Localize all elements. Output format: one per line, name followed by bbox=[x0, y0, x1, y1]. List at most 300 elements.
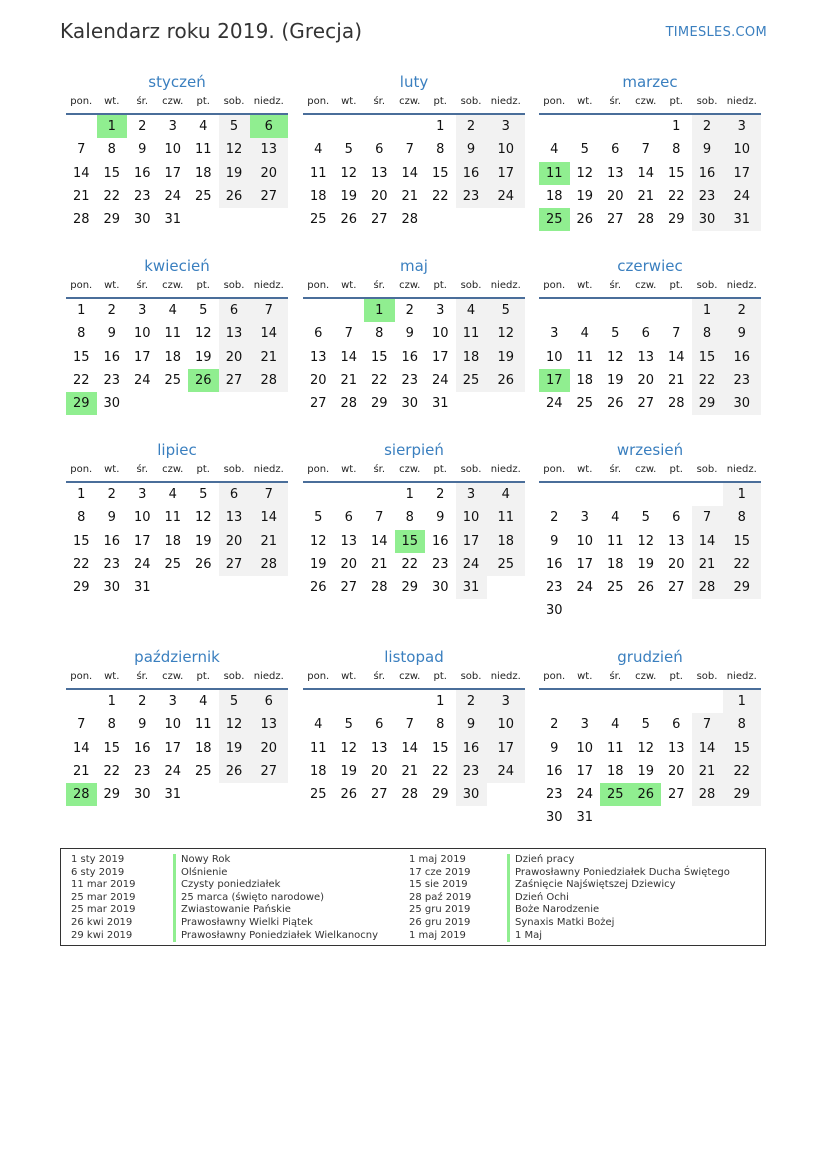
day-cell: 10 bbox=[545, 349, 563, 365]
day-cell: 16 bbox=[401, 349, 419, 365]
weekday-label: wt. bbox=[577, 671, 593, 682]
empty-cell bbox=[692, 599, 723, 622]
weekday-label: śr. bbox=[609, 671, 622, 682]
day-cell: 1 bbox=[77, 303, 86, 318]
day-cell: 8 bbox=[436, 142, 445, 158]
day-cell: 27 bbox=[219, 553, 250, 576]
weekday-label: niedz. bbox=[490, 96, 521, 107]
day-cell: 26 bbox=[340, 787, 358, 803]
day-cell: 28 bbox=[250, 369, 289, 392]
day-cell: 25 bbox=[194, 188, 212, 204]
day-cell: 2 bbox=[405, 303, 414, 318]
day-cell: 14 bbox=[250, 322, 289, 345]
month-name: sierpień bbox=[384, 441, 444, 459]
weekday-label: pon. bbox=[307, 464, 330, 475]
day-cell: 22 bbox=[667, 188, 685, 204]
day-cell: 27 bbox=[370, 787, 388, 803]
empty-cell bbox=[334, 690, 365, 713]
day-cell: 2 bbox=[550, 717, 559, 733]
weekday-label: pon. bbox=[543, 464, 566, 475]
day-cell: 24 bbox=[133, 372, 151, 388]
day-cell: 15 bbox=[692, 346, 723, 369]
day-cell: 12 bbox=[219, 138, 250, 161]
day-cell: 29 bbox=[72, 580, 90, 596]
weekday-header bbox=[539, 277, 761, 299]
weekday-label: pt. bbox=[669, 464, 683, 475]
day-cell: 16 bbox=[692, 162, 723, 185]
day-cell: 6 bbox=[344, 510, 353, 526]
day-cell: 26 bbox=[340, 212, 358, 228]
weekday-label: pon. bbox=[307, 671, 330, 682]
weekday-label: pt. bbox=[433, 671, 447, 682]
weekday-header bbox=[303, 277, 525, 299]
day-cell: 2 bbox=[107, 303, 116, 318]
week-row bbox=[539, 369, 761, 392]
day-cell: 9 bbox=[456, 713, 487, 736]
weekday-label: pon. bbox=[543, 671, 566, 682]
day-cell: 30 bbox=[723, 392, 762, 415]
week-row bbox=[303, 115, 525, 138]
day-cell: 9 bbox=[436, 510, 445, 526]
day-cell: 24 bbox=[133, 556, 151, 572]
empty-cell bbox=[250, 783, 289, 806]
day-cell: 23 bbox=[133, 763, 151, 779]
day-cell: 4 bbox=[550, 142, 559, 158]
day-cell: 5 bbox=[641, 717, 650, 733]
day-cell: 6 bbox=[219, 299, 250, 322]
month-name: czerwiec bbox=[617, 257, 683, 275]
day-cell: 28 bbox=[401, 787, 419, 803]
day-cell: 13 bbox=[340, 533, 358, 549]
weekday-label: śr. bbox=[136, 96, 149, 107]
day-cell: 21 bbox=[340, 372, 358, 388]
day-cell: 24 bbox=[431, 372, 449, 388]
empty-cell bbox=[188, 576, 219, 599]
day-cell: 10 bbox=[723, 138, 762, 161]
weekday-label: pon. bbox=[543, 280, 566, 291]
day-cell: 30 bbox=[545, 810, 563, 826]
day-cell: 1 bbox=[723, 483, 762, 506]
empty-cell bbox=[425, 208, 456, 231]
day-cell: 14 bbox=[667, 349, 685, 365]
day-cell: 10 bbox=[133, 510, 151, 526]
holiday-date: 26 gru 2019 bbox=[409, 916, 471, 928]
day-cell: 7 bbox=[641, 142, 650, 158]
week-row bbox=[539, 483, 761, 506]
week-row bbox=[539, 162, 761, 185]
day-cell: 27 bbox=[637, 396, 655, 412]
weekday-label: wt. bbox=[341, 464, 357, 475]
day-cell: 5 bbox=[199, 303, 208, 318]
day-cell: 26 bbox=[219, 760, 250, 783]
day-cell: 6 bbox=[611, 142, 620, 158]
day-cell: 19 bbox=[637, 763, 655, 779]
day-cell: 14 bbox=[340, 349, 358, 365]
empty-cell bbox=[631, 483, 662, 506]
week-row bbox=[66, 783, 288, 806]
day-cell: 1 bbox=[672, 119, 681, 134]
month-block bbox=[539, 255, 761, 415]
weekday-label: czw. bbox=[162, 464, 184, 475]
month-name: lipiec bbox=[157, 441, 197, 459]
week-row bbox=[539, 115, 761, 138]
day-cell: 7 bbox=[672, 326, 681, 342]
week-row bbox=[539, 530, 761, 553]
day-cell: 28 bbox=[401, 212, 419, 228]
weekday-label: czw. bbox=[635, 280, 657, 291]
weekday-label: niedz. bbox=[253, 464, 284, 475]
weekday-label: śr. bbox=[609, 464, 622, 475]
day-cell: 27 bbox=[606, 212, 624, 228]
weekday-label: pt. bbox=[669, 671, 683, 682]
day-cell: 4 bbox=[487, 483, 526, 506]
day-cell: 29 bbox=[103, 212, 121, 228]
day-cell: 6 bbox=[375, 717, 384, 733]
empty-cell bbox=[661, 806, 692, 829]
empty-cell bbox=[600, 806, 631, 829]
day-cell: 3 bbox=[487, 115, 526, 138]
day-cell: 28 bbox=[72, 212, 90, 228]
weekday-label: pon. bbox=[307, 280, 330, 291]
weekday-label: czw. bbox=[635, 96, 657, 107]
day-cell: 24 bbox=[723, 185, 762, 208]
holiday-name: Zaśnięcie Najświętszej Dziewicy bbox=[507, 879, 730, 892]
holiday-date: 29 kwi 2019 bbox=[71, 929, 133, 941]
day-cell: 27 bbox=[340, 580, 358, 596]
day-cell: 17 bbox=[576, 763, 594, 779]
holiday-day-cell: 17 bbox=[539, 369, 570, 392]
week-row bbox=[539, 299, 761, 322]
day-cell: 21 bbox=[250, 346, 289, 369]
day-cell: 24 bbox=[456, 553, 487, 576]
day-cell: 11 bbox=[164, 510, 182, 526]
day-cell: 6 bbox=[672, 717, 681, 733]
day-cell: 29 bbox=[401, 580, 419, 596]
day-cell: 27 bbox=[667, 580, 685, 596]
holiday-name: Synaxis Matki Bożej bbox=[507, 917, 730, 930]
day-cell: 1 bbox=[692, 299, 723, 322]
day-cell: 17 bbox=[133, 349, 151, 365]
day-cell: 2 bbox=[436, 487, 445, 502]
day-cell: 26 bbox=[637, 580, 655, 596]
weekday-label: czw. bbox=[162, 280, 184, 291]
day-cell: 29 bbox=[103, 787, 121, 803]
day-cell: 5 bbox=[219, 690, 250, 713]
week-row bbox=[66, 138, 288, 161]
weekday-label: wt. bbox=[341, 96, 357, 107]
day-cell: 18 bbox=[164, 349, 182, 365]
day-cell: 28 bbox=[370, 580, 388, 596]
holiday-name: Nowy Rok bbox=[173, 854, 378, 867]
day-cell: 24 bbox=[576, 580, 594, 596]
holiday-date: 25 mar 2019 bbox=[71, 904, 136, 916]
week-row bbox=[303, 506, 525, 529]
weekday-label: śr. bbox=[373, 464, 386, 475]
week-row bbox=[539, 185, 761, 208]
weekday-label: wt. bbox=[104, 96, 120, 107]
day-cell: 22 bbox=[692, 369, 723, 392]
day-cell: 7 bbox=[692, 713, 723, 736]
site-link[interactable]: TIMESLES.COM bbox=[665, 25, 767, 40]
empty-cell bbox=[364, 483, 395, 506]
month-block bbox=[303, 646, 525, 806]
week-row bbox=[66, 299, 288, 322]
day-cell: 13 bbox=[370, 165, 388, 181]
weekday-label: pt. bbox=[669, 280, 683, 291]
day-cell: 18 bbox=[487, 530, 526, 553]
weekday-header bbox=[66, 93, 288, 115]
week-row bbox=[539, 208, 761, 231]
weekday-label: pon. bbox=[70, 280, 93, 291]
page-title: Kalendarz roku 2019. (Grecja) bbox=[60, 19, 363, 43]
day-cell: 14 bbox=[250, 506, 289, 529]
weekday-label: sob. bbox=[223, 280, 245, 291]
weekday-label: czw. bbox=[399, 96, 421, 107]
holiday-date: 28 paź 2019 bbox=[409, 891, 472, 903]
day-cell: 1 bbox=[405, 487, 414, 502]
month-block bbox=[66, 71, 288, 231]
week-row bbox=[539, 346, 761, 369]
day-cell: 15 bbox=[103, 165, 121, 181]
day-cell: 28 bbox=[250, 553, 289, 576]
weekday-label: pon. bbox=[307, 96, 330, 107]
day-cell: 3 bbox=[723, 115, 762, 138]
week-row bbox=[66, 208, 288, 231]
day-cell: 18 bbox=[545, 188, 563, 204]
holiday-name: Dzień Ochi bbox=[507, 892, 730, 905]
day-cell: 4 bbox=[314, 142, 323, 158]
month-name: marzec bbox=[622, 73, 678, 91]
month-name: kwiecień bbox=[144, 257, 210, 275]
weekday-label: sob. bbox=[460, 280, 482, 291]
weekday-label: niedz. bbox=[726, 280, 757, 291]
day-cell: 17 bbox=[487, 737, 526, 760]
day-cell: 15 bbox=[431, 165, 449, 181]
day-cell: 8 bbox=[723, 506, 762, 529]
empty-cell bbox=[364, 690, 395, 713]
day-cell: 25 bbox=[309, 787, 327, 803]
day-cell: 24 bbox=[164, 188, 182, 204]
day-cell: 5 bbox=[344, 142, 353, 158]
day-cell: 14 bbox=[401, 165, 419, 181]
holiday-day-cell: 25 bbox=[600, 783, 631, 806]
week-row bbox=[303, 737, 525, 760]
month-block bbox=[66, 439, 288, 599]
week-row bbox=[66, 506, 288, 529]
day-cell: 2 bbox=[456, 690, 487, 713]
holiday-day-cell: 6 bbox=[250, 115, 289, 138]
empty-cell bbox=[219, 576, 250, 599]
day-cell: 31 bbox=[576, 810, 594, 826]
day-cell: 9 bbox=[550, 740, 559, 756]
day-cell: 27 bbox=[250, 760, 289, 783]
day-cell: 25 bbox=[456, 369, 487, 392]
day-cell: 13 bbox=[309, 349, 327, 365]
day-cell: 19 bbox=[194, 349, 212, 365]
weekday-header bbox=[539, 93, 761, 115]
weekday-label: niedz. bbox=[253, 671, 284, 682]
day-cell: 22 bbox=[103, 188, 121, 204]
holiday-name: Czysty poniedziałek bbox=[173, 879, 378, 892]
day-cell: 25 bbox=[606, 580, 624, 596]
empty-cell bbox=[487, 392, 526, 415]
empty-cell bbox=[395, 115, 426, 138]
day-cell: 21 bbox=[667, 372, 685, 388]
day-cell: 12 bbox=[637, 533, 655, 549]
day-cell: 13 bbox=[370, 740, 388, 756]
weekday-label: czw. bbox=[399, 464, 421, 475]
holiday-name: Zwiastowanie Pańskie bbox=[173, 904, 378, 917]
day-cell: 8 bbox=[692, 322, 723, 345]
day-cell: 5 bbox=[487, 299, 526, 322]
day-cell: 30 bbox=[456, 783, 487, 806]
day-cell: 20 bbox=[667, 556, 685, 572]
empty-cell bbox=[539, 115, 570, 138]
empty-cell bbox=[692, 806, 723, 829]
empty-cell bbox=[631, 115, 662, 138]
weekday-header bbox=[539, 668, 761, 690]
day-cell: 29 bbox=[431, 787, 449, 803]
holiday-name: Prawosławny Wielki Piątek bbox=[173, 917, 378, 930]
week-row bbox=[303, 783, 525, 806]
day-cell: 1 bbox=[77, 487, 86, 502]
day-cell: 26 bbox=[309, 580, 327, 596]
day-cell: 25 bbox=[164, 556, 182, 572]
day-cell: 18 bbox=[606, 556, 624, 572]
day-cell: 16 bbox=[431, 533, 449, 549]
day-cell: 15 bbox=[667, 165, 685, 181]
week-row bbox=[303, 369, 525, 392]
day-cell: 20 bbox=[219, 346, 250, 369]
holiday-dates-left bbox=[71, 854, 136, 942]
day-cell: 8 bbox=[375, 326, 384, 342]
day-cell: 21 bbox=[692, 553, 723, 576]
day-cell: 17 bbox=[133, 533, 151, 549]
day-cell: 5 bbox=[219, 115, 250, 138]
weekday-header bbox=[303, 668, 525, 690]
day-cell: 8 bbox=[77, 510, 86, 526]
day-cell: 3 bbox=[550, 326, 559, 342]
weekday-label: czw. bbox=[635, 671, 657, 682]
week-row bbox=[303, 760, 525, 783]
weekday-label: czw. bbox=[399, 671, 421, 682]
week-row bbox=[66, 576, 288, 599]
weekday-label: wt. bbox=[104, 280, 120, 291]
weekday-label: wt. bbox=[104, 671, 120, 682]
holiday-day-cell: 11 bbox=[539, 162, 570, 185]
weekday-label: pt. bbox=[196, 280, 210, 291]
empty-cell bbox=[250, 392, 289, 415]
day-cell: 16 bbox=[456, 737, 487, 760]
day-cell: 23 bbox=[545, 787, 563, 803]
day-cell: 26 bbox=[194, 556, 212, 572]
day-cell: 20 bbox=[606, 188, 624, 204]
day-cell: 29 bbox=[723, 576, 762, 599]
week-row bbox=[303, 322, 525, 345]
weekday-label: sob. bbox=[696, 96, 718, 107]
holiday-name: 25 marca (święto narodowe) bbox=[173, 892, 378, 905]
day-cell: 28 bbox=[637, 212, 655, 228]
week-row bbox=[303, 392, 525, 415]
day-cell: 6 bbox=[672, 510, 681, 526]
week-row bbox=[539, 806, 761, 829]
weekday-label: niedz. bbox=[726, 671, 757, 682]
empty-cell bbox=[334, 115, 365, 138]
empty-cell bbox=[303, 299, 334, 322]
week-row bbox=[303, 576, 525, 599]
holiday-day-cell: 28 bbox=[66, 783, 97, 806]
day-cell: 14 bbox=[401, 740, 419, 756]
day-cell: 17 bbox=[164, 740, 182, 756]
day-cell: 24 bbox=[487, 185, 526, 208]
holiday-date: 26 kwi 2019 bbox=[71, 916, 133, 928]
day-cell: 18 bbox=[309, 763, 327, 779]
weekday-label: pt. bbox=[433, 280, 447, 291]
month-block bbox=[539, 646, 761, 830]
week-row bbox=[539, 713, 761, 736]
day-cell: 9 bbox=[405, 326, 414, 342]
day-cell: 10 bbox=[431, 326, 449, 342]
empty-cell bbox=[364, 115, 395, 138]
day-cell: 23 bbox=[103, 556, 121, 572]
day-cell: 23 bbox=[723, 369, 762, 392]
day-cell: 9 bbox=[692, 138, 723, 161]
day-cell: 18 bbox=[576, 372, 594, 388]
empty-cell bbox=[570, 690, 601, 713]
weekday-header bbox=[66, 668, 288, 690]
week-row bbox=[303, 346, 525, 369]
day-cell: 29 bbox=[370, 396, 388, 412]
day-cell: 24 bbox=[545, 396, 563, 412]
day-cell: 20 bbox=[340, 556, 358, 572]
week-row bbox=[539, 599, 761, 622]
day-cell: 6 bbox=[219, 483, 250, 506]
empty-cell bbox=[539, 690, 570, 713]
day-cell: 22 bbox=[72, 372, 90, 388]
day-cell: 8 bbox=[672, 142, 681, 158]
day-cell: 10 bbox=[576, 533, 594, 549]
holiday-date: 6 sty 2019 bbox=[71, 866, 125, 878]
day-cell: 30 bbox=[401, 396, 419, 412]
day-cell: 31 bbox=[431, 396, 449, 412]
day-cell: 13 bbox=[606, 165, 624, 181]
day-cell: 20 bbox=[309, 372, 327, 388]
day-cell: 7 bbox=[405, 717, 414, 733]
day-cell: 22 bbox=[723, 760, 762, 783]
month-name: maj bbox=[400, 257, 428, 275]
empty-cell bbox=[487, 208, 526, 231]
day-cell: 26 bbox=[606, 396, 624, 412]
weekday-label: śr. bbox=[373, 96, 386, 107]
empty-cell bbox=[600, 599, 631, 622]
day-cell: 16 bbox=[723, 346, 762, 369]
day-cell: 20 bbox=[219, 530, 250, 553]
day-cell: 29 bbox=[667, 212, 685, 228]
empty-cell bbox=[600, 299, 631, 322]
week-row bbox=[66, 553, 288, 576]
empty-cell bbox=[456, 392, 487, 415]
holiday-day-cell: 29 bbox=[66, 392, 97, 415]
week-row bbox=[539, 690, 761, 713]
empty-cell bbox=[66, 690, 97, 713]
empty-cell bbox=[600, 115, 631, 138]
week-row bbox=[66, 483, 288, 506]
day-cell: 16 bbox=[133, 740, 151, 756]
holiday-names-left bbox=[173, 854, 378, 942]
day-cell: 10 bbox=[487, 138, 526, 161]
day-cell: 16 bbox=[133, 165, 151, 181]
day-cell: 25 bbox=[164, 372, 182, 388]
